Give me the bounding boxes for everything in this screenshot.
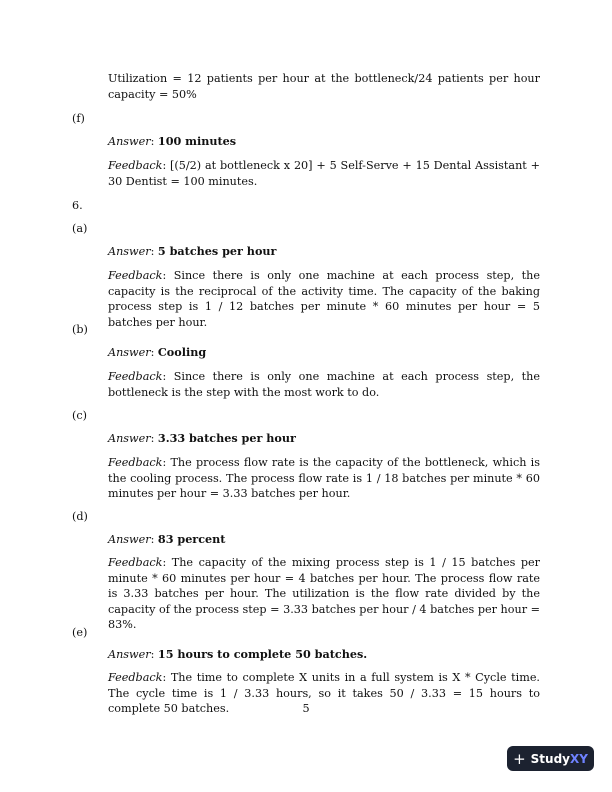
answer-label: Answer [108, 533, 151, 546]
part-a-label: (a) [72, 222, 88, 235]
feedback-text: : [(5/2) at bottleneck x 20] + 5 Self-Serve + 15 Dental Assistant + 30 Dentist = 100 minutes. [108, 159, 540, 188]
feedback-label: Feedback [108, 159, 163, 172]
utilization-line: Utilization = 12 patients per hour at the bottleneck/24 patients per hour capacity = 50% [108, 72, 540, 101]
feedback-text: : Since there is only one machine at each process step, the bottleneck is the step with the most work to do. [108, 370, 540, 399]
feedback-text: : The capacity of the mixing process step is 1 / 15 batches per minute * 60 minutes per hour = 4 batches per hour. The process flow rate is 3.33 batches per hour. The utilization is the flow rate divided by the capacity of the process step = 3.33 batches per hour / 4 batches per hour = 83%. [108, 556, 540, 631]
part-d-label: (d) [72, 510, 88, 523]
answer-label: Answer [108, 648, 151, 661]
logo-text-main: Study [530, 751, 570, 766]
feedback-text: : Since there is only one machine at each process step, the capacity is the reciprocal of the activity time. The capacity of the baking process step is 1 / 12 batches per minute * 60 minutes per hour = 5 batches per hour. [108, 269, 540, 329]
part-b-answer: Answer: Cooling [108, 345, 207, 359]
answer-value: 3.33 batches per hour [157, 431, 296, 445]
part-c-label: (c) [72, 409, 87, 422]
feedback-label: Feedback [108, 556, 163, 569]
answer-label: Answer [108, 135, 151, 148]
question-number: 6. [72, 199, 83, 212]
part-e-label: (e) [72, 626, 88, 639]
answer-label: Answer [108, 346, 151, 359]
part-f-label: (f) [72, 112, 85, 125]
answer-label: Answer [108, 432, 151, 445]
part-c-answer: Answer: 3.33 batches per hour [108, 431, 296, 445]
answer-value: 15 hours to complete 50 batches. [157, 647, 368, 661]
answer-value: 5 batches per hour [157, 244, 277, 258]
answer-value: 83 percent [157, 532, 226, 546]
answer-label: Answer [108, 245, 151, 258]
plus-icon: + [513, 749, 526, 768]
part-d-answer: Answer: 83 percent [108, 532, 226, 546]
page-number: 5 [302, 702, 310, 715]
part-b-feedback [108, 369, 540, 400]
answer-value: Cooling [157, 345, 207, 359]
feedback-text: : The time to complete X units in a full system is X * Cycle time. The cycle time is 1 / 3.33 hours, so it takes 50 / 3.33 = 15 hours to complete 50 batches. [108, 671, 540, 715]
part-b-label: (b) [72, 323, 88, 336]
logo-text [531, 752, 588, 766]
studyxy-logo[interactable] [507, 746, 594, 771]
feedback-label: Feedback [108, 456, 163, 469]
answer-value: 100 minutes [157, 134, 237, 148]
part-c-feedback [108, 455, 540, 502]
part-a-feedback [108, 268, 540, 330]
feedback-label: Feedback [108, 671, 163, 684]
feedback-label: Feedback [108, 370, 163, 383]
part-a-answer: Answer: 5 batches per hour [108, 244, 277, 258]
feedback-text: : The process flow rate is the capacity of the bottleneck, which is the cooling process. The process flow rate is 1 / 18 batches per minute * 60 minutes per hour = 3.33 batches per hour. [108, 456, 540, 500]
part-f-feedback [108, 158, 540, 189]
part-f-answer: Answer: 100 minutes [108, 134, 237, 148]
part-d-feedback [108, 555, 540, 633]
part-e-answer: Answer: 15 hours to complete 50 batches. [108, 647, 368, 661]
logo-text-accent: XY [569, 751, 588, 766]
feedback-label: Feedback [108, 269, 163, 282]
